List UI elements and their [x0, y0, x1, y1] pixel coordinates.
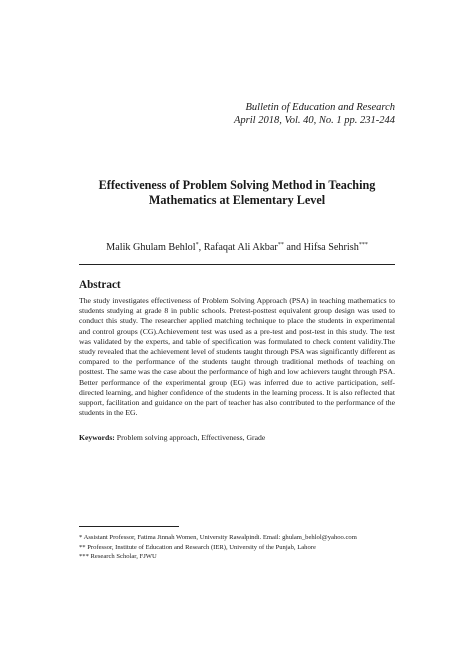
- author-list: [80, 241, 394, 254]
- author-affiliation-mark: ***: [358, 242, 368, 248]
- abstract-body: The study investigates effectiveness of Problem Solving Approach (PSA) in teaching mathematics to students studying at grade 8 in public schools. Pretest-posttest equivalent group design was used to conduct this study. The researcher applied matching technique to place the students in experimental and control groups (CG).Achievement test was used as a pre-test and post-test in this study. The test was validated by the experts, and table of specification was formulated to check content validity.The study revealed that the achievement level of students taught through PSA was significantly different as compared to the performance of the students taught through traditional methods of teaching on posttest. The same was the case about the performance of high and low achievers taught through PSA. Better performance of the experimental group (EG) was inferred due to active participation, self-directed learning, and higher confidence of the students in the learning process. It is also reflected that support, facilitation and guidance on the part of teacher has also contributed to the performance of the students in the EG.: [79, 296, 395, 418]
- author-name: Hifsa Sehrish: [303, 242, 359, 253]
- journal-issue: April 2018, Vol. 40, No. 1 pp. 231-244: [233, 115, 395, 126]
- author-name: Malik Ghulam Behlol: [106, 242, 196, 253]
- journal-name: Bulletin of Education and Research: [245, 102, 395, 113]
- author-separator: and: [283, 242, 304, 253]
- footnote-3: *** Research Scholar, FJWU: [79, 553, 157, 561]
- author-name: Rafaqat Ali Akbar: [203, 242, 278, 253]
- abstract-heading: Abstract: [79, 279, 121, 291]
- title-line-1: Effectiveness of Problem Solving Method in Teaching: [98, 178, 376, 192]
- footnotes: [79, 533, 409, 562]
- header-divider: [79, 264, 395, 265]
- footnote-2: ** Professor, Institute of Education and Research (IER), University of the Punjab, Lahore: [79, 543, 316, 551]
- footnote-divider: [79, 526, 179, 527]
- keywords-label: Keywords:: [79, 433, 115, 442]
- paper-title: [80, 178, 394, 207]
- keywords-text: Problem solving approach, Effectiveness, Grade: [114, 433, 266, 442]
- footnote-1: * Assistant Professor, Fatima Jinnah Women, University Rawalpindi. Email: ghulam_behlol@yahoo.com: [79, 534, 357, 541]
- title-line-2: Mathematics at Elementary Level: [148, 192, 326, 207]
- author-affiliation-mark: *: [195, 242, 199, 248]
- keywords: [79, 433, 395, 443]
- author-separator: ,: [198, 242, 204, 253]
- journal-citation: [234, 101, 395, 127]
- author-affiliation-mark: **: [277, 242, 284, 248]
